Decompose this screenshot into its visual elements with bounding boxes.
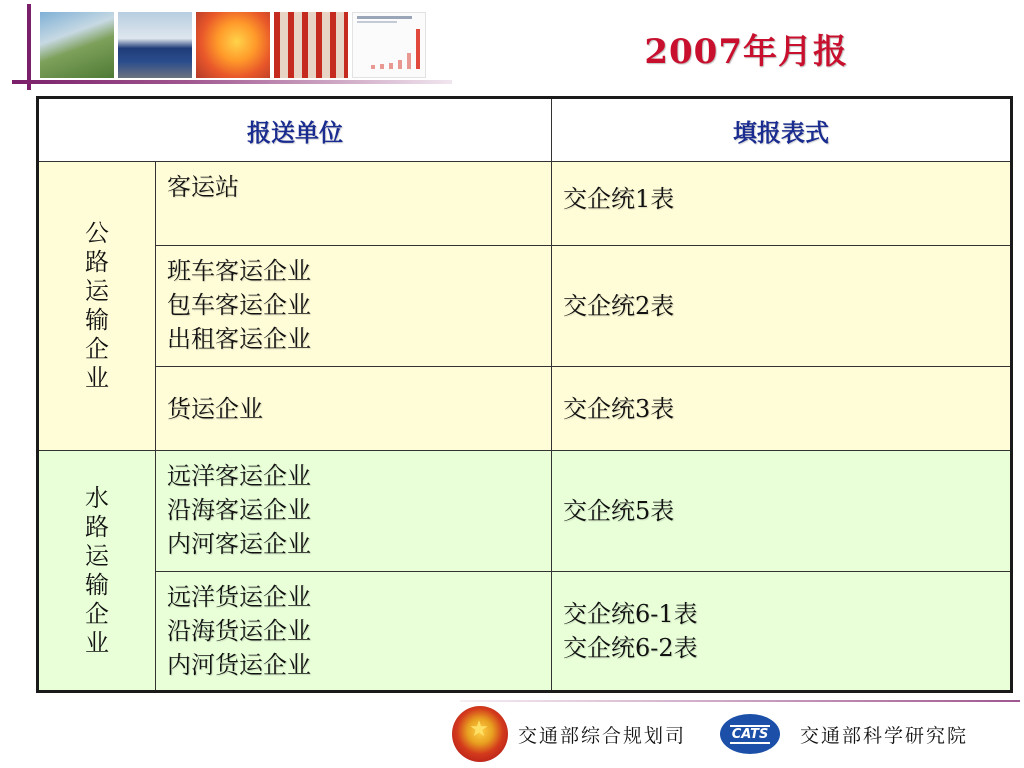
page-title: 2007年月报 <box>644 32 848 72</box>
group-label-text: 水路运输企业 <box>85 483 109 657</box>
form-cell: 交企统6-1表 交企统6-2表 <box>552 572 1012 692</box>
table-row <box>38 451 1012 572</box>
form-cell: 交企统1表 <box>552 162 1012 246</box>
port-cranes-photo <box>274 12 348 78</box>
cats-logo-text: CATS <box>731 726 769 742</box>
national-emblem-icon <box>452 706 508 762</box>
unit-cell: 远洋客运企业 沿海客运企业 内河客运企业 <box>156 451 552 572</box>
footer <box>452 706 1024 762</box>
footer-ministry-name: 交通部综合规划司 <box>518 724 687 747</box>
highway-photo <box>40 12 114 78</box>
cats-logo-icon <box>720 714 780 754</box>
unit-cell: 班车客运企业 包车客运企业 出租客运企业 <box>156 246 552 367</box>
truck-photo <box>118 12 192 78</box>
header-photo-strip <box>40 12 426 78</box>
header-reporting-unit: 报送单位 <box>38 98 552 162</box>
footer-academy-name: 交通部科学研究院 <box>800 724 969 747</box>
table-row <box>38 572 1012 692</box>
footer-rule <box>460 700 1020 702</box>
table-row <box>38 367 1012 451</box>
group-label-water <box>38 451 156 692</box>
table-row <box>38 162 1012 246</box>
unit-cell: 货运企业 <box>156 367 552 451</box>
header-vertical-rule <box>27 4 31 90</box>
thumbnail-chart-image <box>352 12 426 78</box>
group-label-text: 公路运输企业 <box>85 219 109 392</box>
unit-cell: 远洋货运企业 沿海货运企业 内河货运企业 <box>156 572 552 692</box>
report-forms-table <box>36 96 1013 693</box>
header-horizontal-rule <box>12 80 452 84</box>
form-cell: 交企统3表 <box>552 367 1012 451</box>
unit-cell: 客运站 <box>156 162 552 246</box>
form-cell: 交企统5表 <box>552 451 1012 572</box>
header-form-type: 填报表式 <box>552 98 1012 162</box>
ship-sunset-photo <box>196 12 270 78</box>
group-label-road <box>38 162 156 451</box>
table-row <box>38 246 1012 367</box>
table-header-row <box>38 98 1012 162</box>
form-cell: 交企统2表 <box>552 246 1012 367</box>
